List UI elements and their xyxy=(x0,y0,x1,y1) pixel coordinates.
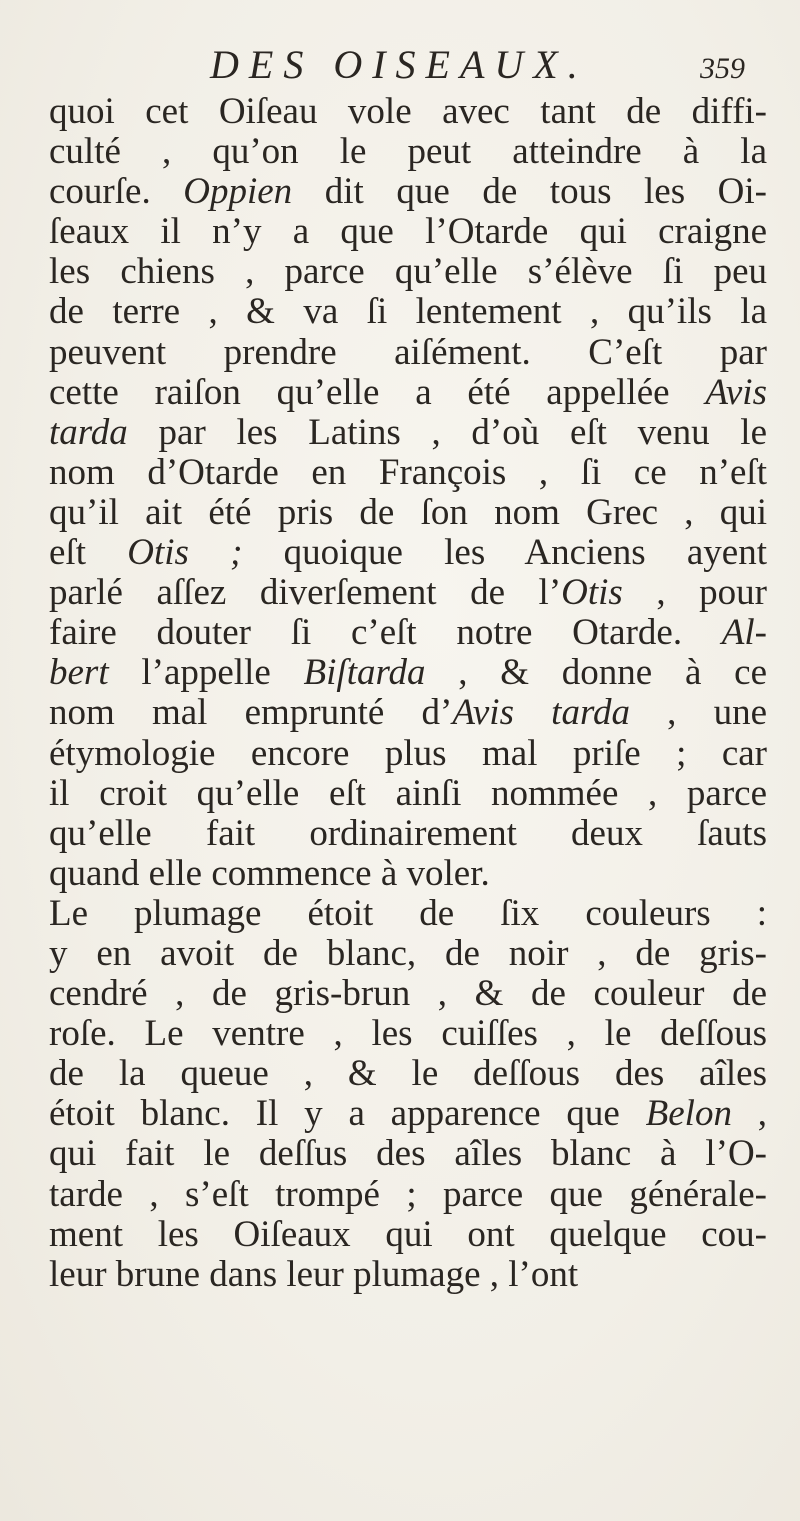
text-line xyxy=(49,1215,767,1255)
italic-text-segment: Al- xyxy=(721,612,767,654)
text-segment: , xyxy=(731,1093,768,1135)
text-segment: dit que de tous les Oi- xyxy=(292,171,767,213)
page-number: 359 xyxy=(700,52,745,85)
text-segment: ment les Oiſeaux qui ont quelque cou- xyxy=(49,1213,767,1255)
text-line xyxy=(49,653,767,693)
text-line xyxy=(49,1014,767,1054)
text-segment: quoique les Anciens ayent xyxy=(242,532,767,574)
text-line xyxy=(49,613,767,653)
text-segment: ſeaux il n’y a que l’Otarde qui craigne xyxy=(49,211,767,253)
text-segment: par les Latins , d’où eſt venu le xyxy=(127,411,767,453)
text-line xyxy=(49,252,767,292)
text-segment: de terre , & va ſi lentement , qu’ils la xyxy=(49,291,767,333)
text-segment: quand elle commence à voler. xyxy=(49,852,490,894)
text-segment: nom mal emprunté d’ xyxy=(49,692,453,734)
text-segment: de la queue , & le deſſous des aîles xyxy=(49,1053,767,1095)
text-segment: y en avoit de blanc, de noir , de gris- xyxy=(49,932,767,974)
text-segment: tarde , s’eſt trompé ; parce que générale- xyxy=(49,1173,767,1215)
text-segment: cendré , de gris-brun , & de couleur de xyxy=(49,973,767,1015)
body-text xyxy=(49,92,767,1295)
text-line xyxy=(49,934,767,974)
text-segment: qu’il ait été pris de ſon nom Grec , qui xyxy=(49,491,767,533)
italic-text-segment: Oppien xyxy=(183,171,293,213)
text-line xyxy=(49,734,767,774)
text-segment: peuvent prendre aiſément. C’eſt par xyxy=(49,331,767,373)
text-segment: qu’elle fait ordinairement deux ſauts xyxy=(49,812,767,854)
text-segment: culté , qu’on le peut atteindre à la xyxy=(49,131,767,173)
running-head xyxy=(210,40,770,90)
text-segment: , pour xyxy=(622,572,767,614)
text-segment: qui fait le deſſus des aîles blanc à l’O- xyxy=(49,1133,767,1175)
text-line xyxy=(49,292,767,332)
text-line xyxy=(49,212,767,252)
text-line xyxy=(49,974,767,1014)
text-segment: Le plumage étoit de ſix couleurs : xyxy=(49,892,767,934)
text-line xyxy=(49,894,767,934)
text-line xyxy=(49,1134,767,1174)
italic-text-segment: Biſtarda xyxy=(303,652,426,694)
running-title: DES OISEAUX. xyxy=(210,42,588,87)
italic-text-segment: bert xyxy=(49,652,109,694)
italic-text-segment: Otis xyxy=(561,572,623,614)
text-segment: nom d’Otarde en François , ſi ce n’eſt xyxy=(49,451,767,493)
text-segment: leur brune dans leur plumage , l’ont xyxy=(49,1253,579,1295)
text-line xyxy=(49,533,767,573)
italic-text-segment: Belon xyxy=(645,1093,732,1135)
text-segment: , une xyxy=(629,692,767,734)
text-segment: l’appelle xyxy=(108,652,304,694)
text-line xyxy=(49,573,767,613)
text-segment: cette raiſon qu’elle a été appellée xyxy=(49,371,706,413)
text-line xyxy=(49,774,767,814)
text-segment: quoi cet Oiſeau vole avec tant de diffi- xyxy=(49,91,767,132)
text-segment: parlé aſſez diverſement de l’ xyxy=(49,572,562,614)
text-segment: étoit blanc. Il y a apparence que xyxy=(49,1093,646,1135)
text-line xyxy=(49,814,767,854)
text-line xyxy=(49,693,767,733)
italic-text-segment: Avis xyxy=(705,371,767,413)
italic-text-segment: tarda xyxy=(49,411,128,453)
text-segment: les chiens , parce qu’elle s’élève ſi peu xyxy=(49,251,767,293)
text-segment: étymologie encore plus mal priſe ; car xyxy=(49,732,767,774)
text-line xyxy=(49,1094,767,1134)
text-segment: eſt xyxy=(49,532,128,574)
italic-text-segment: Otis ; xyxy=(127,532,243,574)
text-line xyxy=(49,172,767,212)
text-segment: , & donne à ce xyxy=(425,652,767,694)
text-line xyxy=(49,453,767,493)
text-line xyxy=(49,854,767,894)
text-line xyxy=(49,373,767,413)
text-line xyxy=(49,1255,767,1295)
italic-text-segment: Avis tarda xyxy=(452,692,630,734)
text-line xyxy=(49,333,767,373)
text-line xyxy=(49,493,767,533)
text-segment: courſe. xyxy=(49,171,184,213)
text-line xyxy=(49,132,767,172)
text-segment: roſe. Le ventre , les cuiſſes , le deſſous xyxy=(49,1013,767,1055)
text-line xyxy=(49,92,767,132)
text-segment: faire douter ſi c’eſt notre Otarde. xyxy=(49,612,722,654)
text-segment: il croit qu’elle eſt ainſi nommée , parce xyxy=(49,772,767,814)
text-line xyxy=(49,413,767,453)
text-line xyxy=(49,1054,767,1094)
text-line xyxy=(49,1175,767,1215)
